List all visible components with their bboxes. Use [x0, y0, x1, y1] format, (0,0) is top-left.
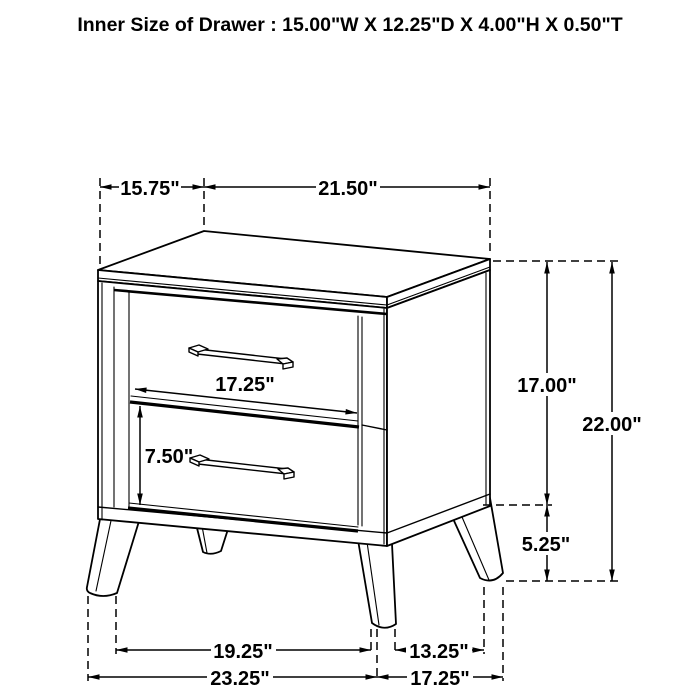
dim-front-leg-span-inner-label: 19.25" [213, 641, 273, 663]
dim-side-leg-span-outer-label: 17.25" [410, 668, 470, 690]
dim-leg-height-label: 5.25" [521, 534, 571, 556]
dim-overall-height-label: 22.00" [582, 414, 642, 436]
dim-drawer-front-width-label: 17.25" [215, 374, 275, 396]
dim-side-leg-span-inner-label: 13.25" [409, 641, 469, 663]
dim-front-leg-span-outer-label: 23.25" [210, 668, 270, 690]
dim-top-width-label: 21.50" [318, 178, 378, 200]
nightstand-body [98, 231, 490, 546]
dim-top-depth-label: 15.75" [120, 178, 180, 200]
right-side-face [387, 270, 490, 546]
diagram-title: Inner Size of Drawer : 15.00"W X 12.25"D X 4.00"H X 0.50"T [77, 14, 623, 36]
dim-bottom-drawer-height-label: 7.50" [144, 446, 194, 468]
front-left-leg [87, 514, 140, 596]
dim-case-height-label: 17.00" [517, 375, 577, 397]
